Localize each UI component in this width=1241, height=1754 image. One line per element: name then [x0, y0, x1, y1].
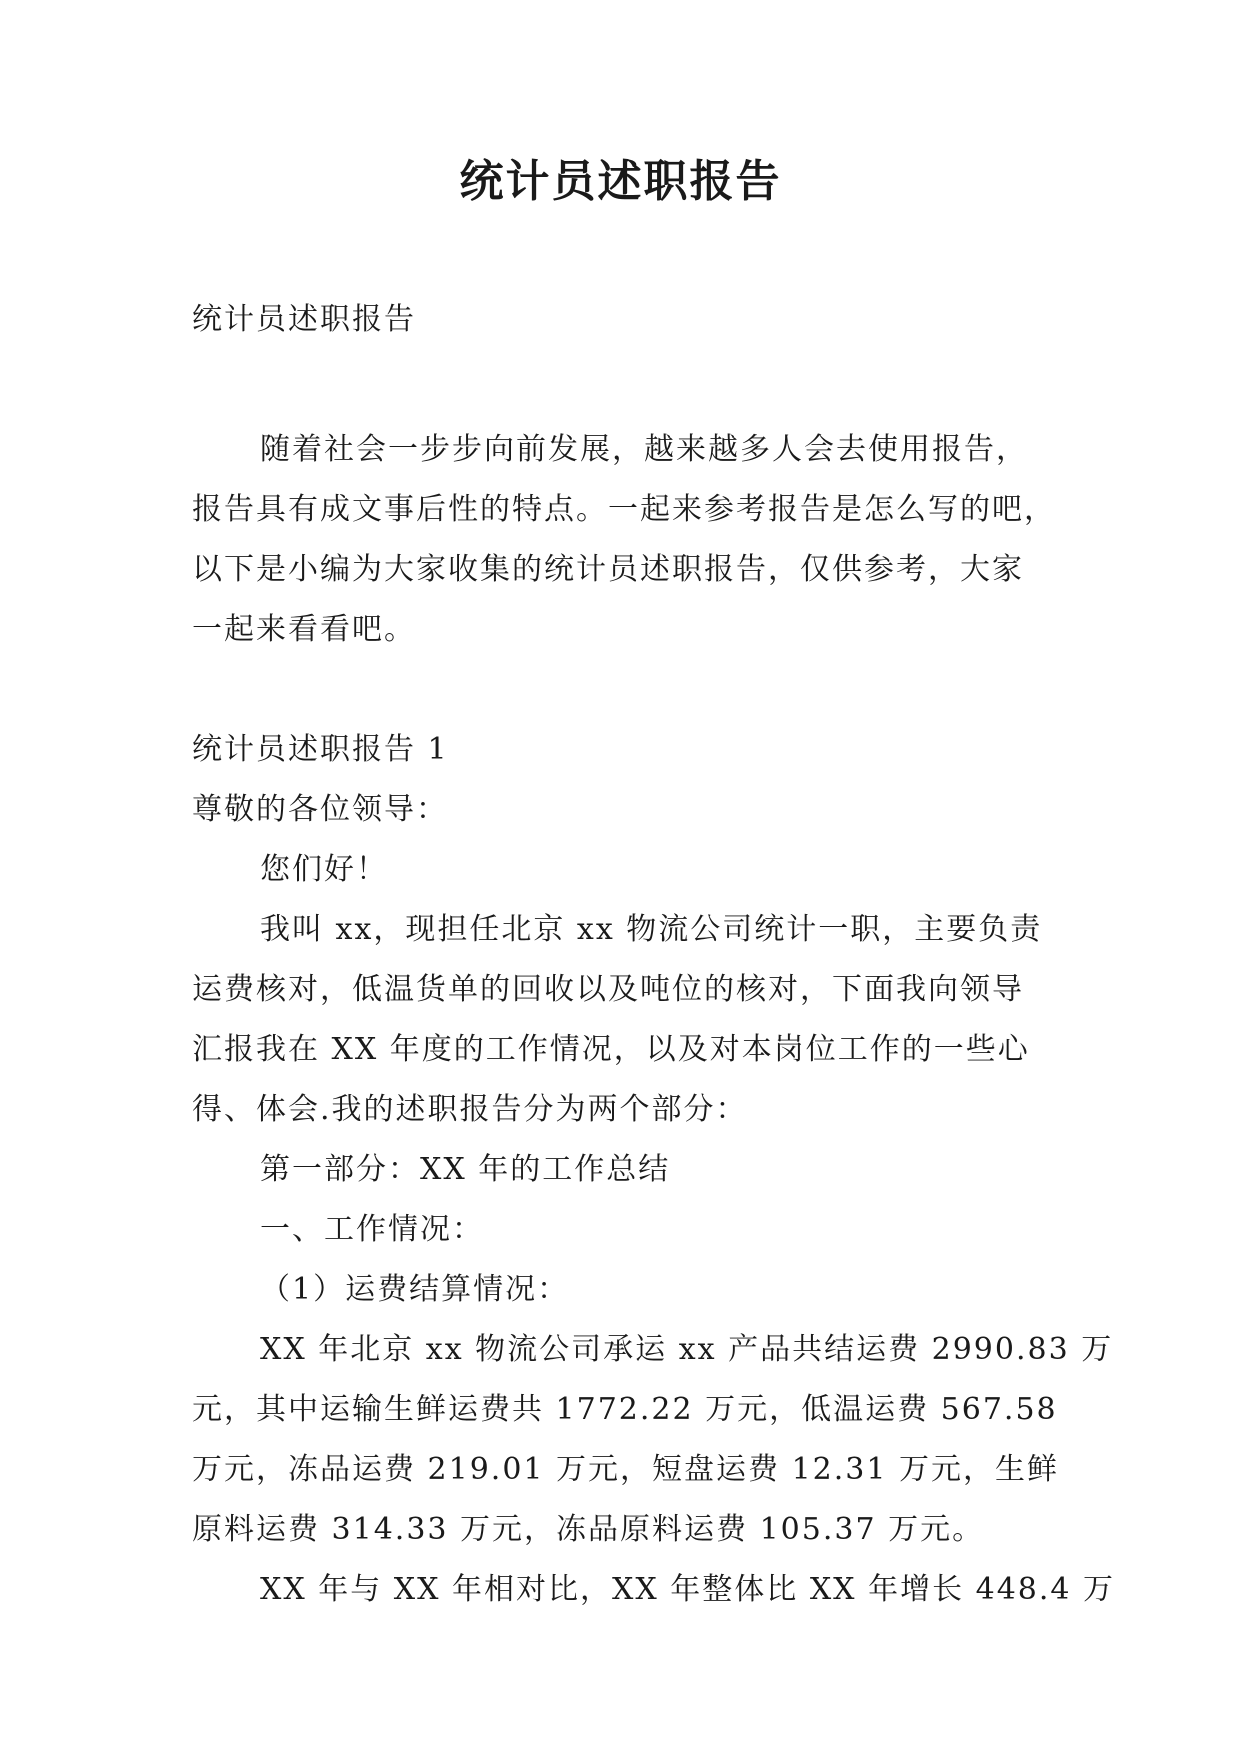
- intro-line: 随着社会一步步向前发展，越来越多人会去使用报告，: [260, 432, 1028, 467]
- self-intro-line: 汇报我在 XX 年度的工作情况，以及对本岗位工作的一些心: [192, 1032, 1030, 1067]
- part-one-heading: 第一部分：XX 年的工作总结: [260, 1152, 671, 1187]
- document-body: [192, 290, 1116, 1620]
- greeting: 您们好！: [260, 852, 388, 887]
- intro-line: 报告具有成文事后性的特点。一起来参考报告是怎么写的吧，: [192, 492, 1056, 527]
- work-status-heading: 一、工作情况：: [260, 1212, 484, 1247]
- freight-line: 万元，冻品运费 219.01 万元，短盘运费 12.31 万元，生鲜: [192, 1452, 1059, 1487]
- salutation: 尊敬的各位领导：: [192, 792, 448, 827]
- self-intro-paragraph: [192, 900, 1072, 1140]
- intro-line: 以下是小编为大家收集的统计员述职报告，仅供参考，大家: [192, 552, 1024, 587]
- self-intro-line: 运费核对，低温货单的回收以及吨位的核对，下面我向领导: [192, 972, 1024, 1007]
- freight-line: XX 年北京 xx 物流公司承运 xx 产品共结运费 2990.83 万: [260, 1332, 1114, 1367]
- freight-line: 元，其中运输生鲜运费共 1772.22 万元，低温运费 567.58: [192, 1392, 1058, 1427]
- intro-line: 一起来看看吧。: [192, 612, 416, 647]
- document-title: 统计员述职报告: [459, 156, 782, 207]
- intro-paragraph: [192, 420, 1072, 660]
- self-intro-line: 我叫 xx，现担任北京 xx 物流公司统计一职，主要负责: [260, 912, 1043, 947]
- comparison-line: XX 年与 XX 年相对比，XX 年整体比 XX 年增长 448.4 万: [260, 1572, 1116, 1607]
- freight-heading: （1）运费结算情况：: [260, 1272, 570, 1307]
- document-subtitle: 统计员述职报告: [192, 302, 416, 337]
- section-heading: 统计员述职报告 1: [192, 732, 449, 767]
- self-intro-line: 得、体会.我的述职报告分为两个部分：: [192, 1092, 748, 1127]
- freight-paragraph: [192, 1320, 1114, 1560]
- freight-line: 原料运费 314.33 万元，冻品原料运费 105.37 万元。: [192, 1512, 985, 1547]
